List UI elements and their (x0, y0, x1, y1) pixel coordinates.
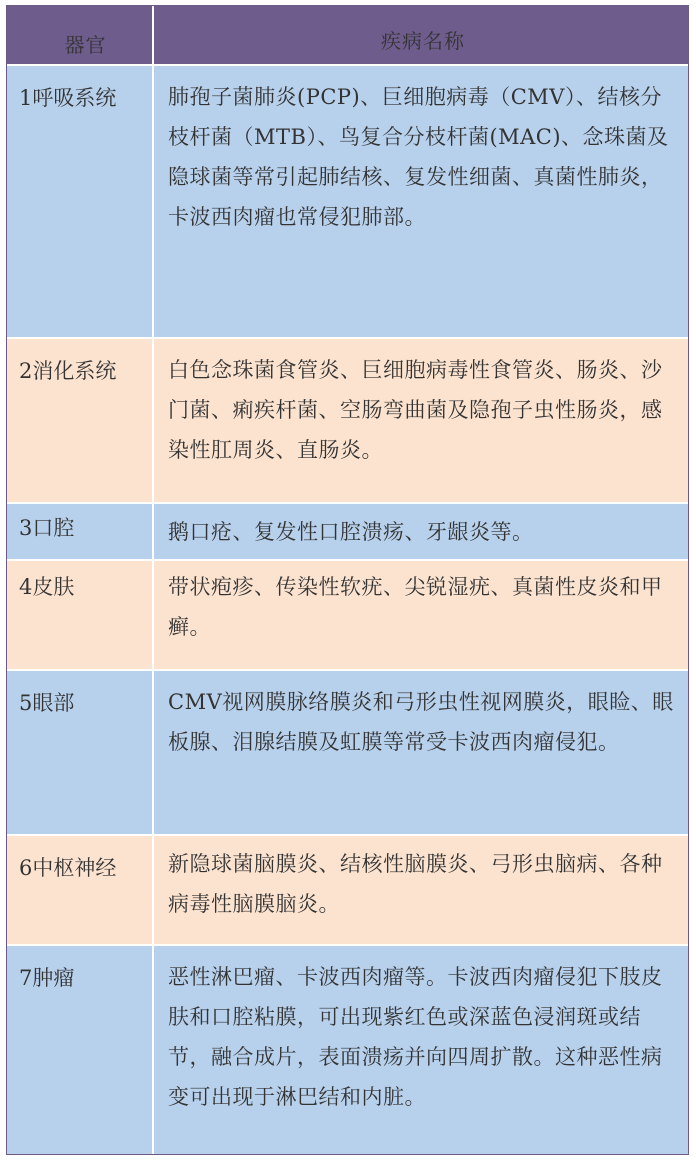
disease-cell: CMV视网膜脉络膜炎和弓形虫性视网膜炎，眼睑、眼板腺、泪腺结膜及虹膜等常受卡波西肉瘤侵犯。 (168, 690, 674, 754)
organ-cell: 4皮肤 (7, 561, 154, 669)
table-row (7, 669, 688, 834)
table-row (7, 944, 688, 1154)
organ-cell: 7肿瘤 (7, 946, 154, 1154)
disease-cell: 白色念珠菌食管炎、巨细胞病毒性食管炎、肠炎、沙门菌、痢疾杆菌、空肠弯曲菌及隐孢子虫性肠炎，感染性肛周炎、直肠炎。 (168, 358, 663, 462)
table-row (7, 64, 688, 337)
disease-cell: 带状疱疹、传染性软疣、尖锐湿疣、真菌性皮炎和甲癣。 (168, 575, 663, 639)
table-header (7, 6, 688, 64)
table-row (7, 337, 688, 502)
table-row (7, 834, 688, 944)
table-row (7, 502, 688, 559)
organ-cell: 3口腔 (7, 504, 154, 559)
disease-table (6, 5, 689, 1155)
organ-cell: 5眼部 (7, 671, 154, 834)
organ-cell: 2消化系统 (7, 339, 154, 502)
organ-cell: 6中枢神经 (7, 836, 154, 944)
header-disease: 疾病名称 (381, 28, 465, 53)
disease-cell: 肺孢子菌肺炎(PCP)、巨细胞病毒（CMV）、结核分枝杆菌（MTB）、鸟复合分枝杆菌(MAC)、念珠菌及隐球菌等常引起肺结核、复发性细菌、真菌性肺炎，卡波西肉瘤也常侵犯肺部。 (168, 85, 669, 229)
disease-cell: 新隐球菌脑膜炎、结核性脑膜炎、弓形虫脑病、各种病毒性脑膜脑炎。 (168, 852, 663, 916)
table-row (7, 559, 688, 669)
disease-cell: 鹅口疮、复发性口腔溃疡、牙龈炎等。 (168, 520, 534, 544)
disease-cell: 恶性淋巴瘤、卡波西肉瘤等。卡波西肉瘤侵犯下肢皮肤和口腔粘膜，可出现紫红色或深蓝色浸润斑或结节，融合成片，表面溃疡并向四周扩散。这种恶性病变可出现于淋巴结和内脏。 (168, 965, 663, 1109)
organ-cell: 1呼吸系统 (7, 66, 154, 337)
header-organ: 器官 (7, 6, 154, 64)
